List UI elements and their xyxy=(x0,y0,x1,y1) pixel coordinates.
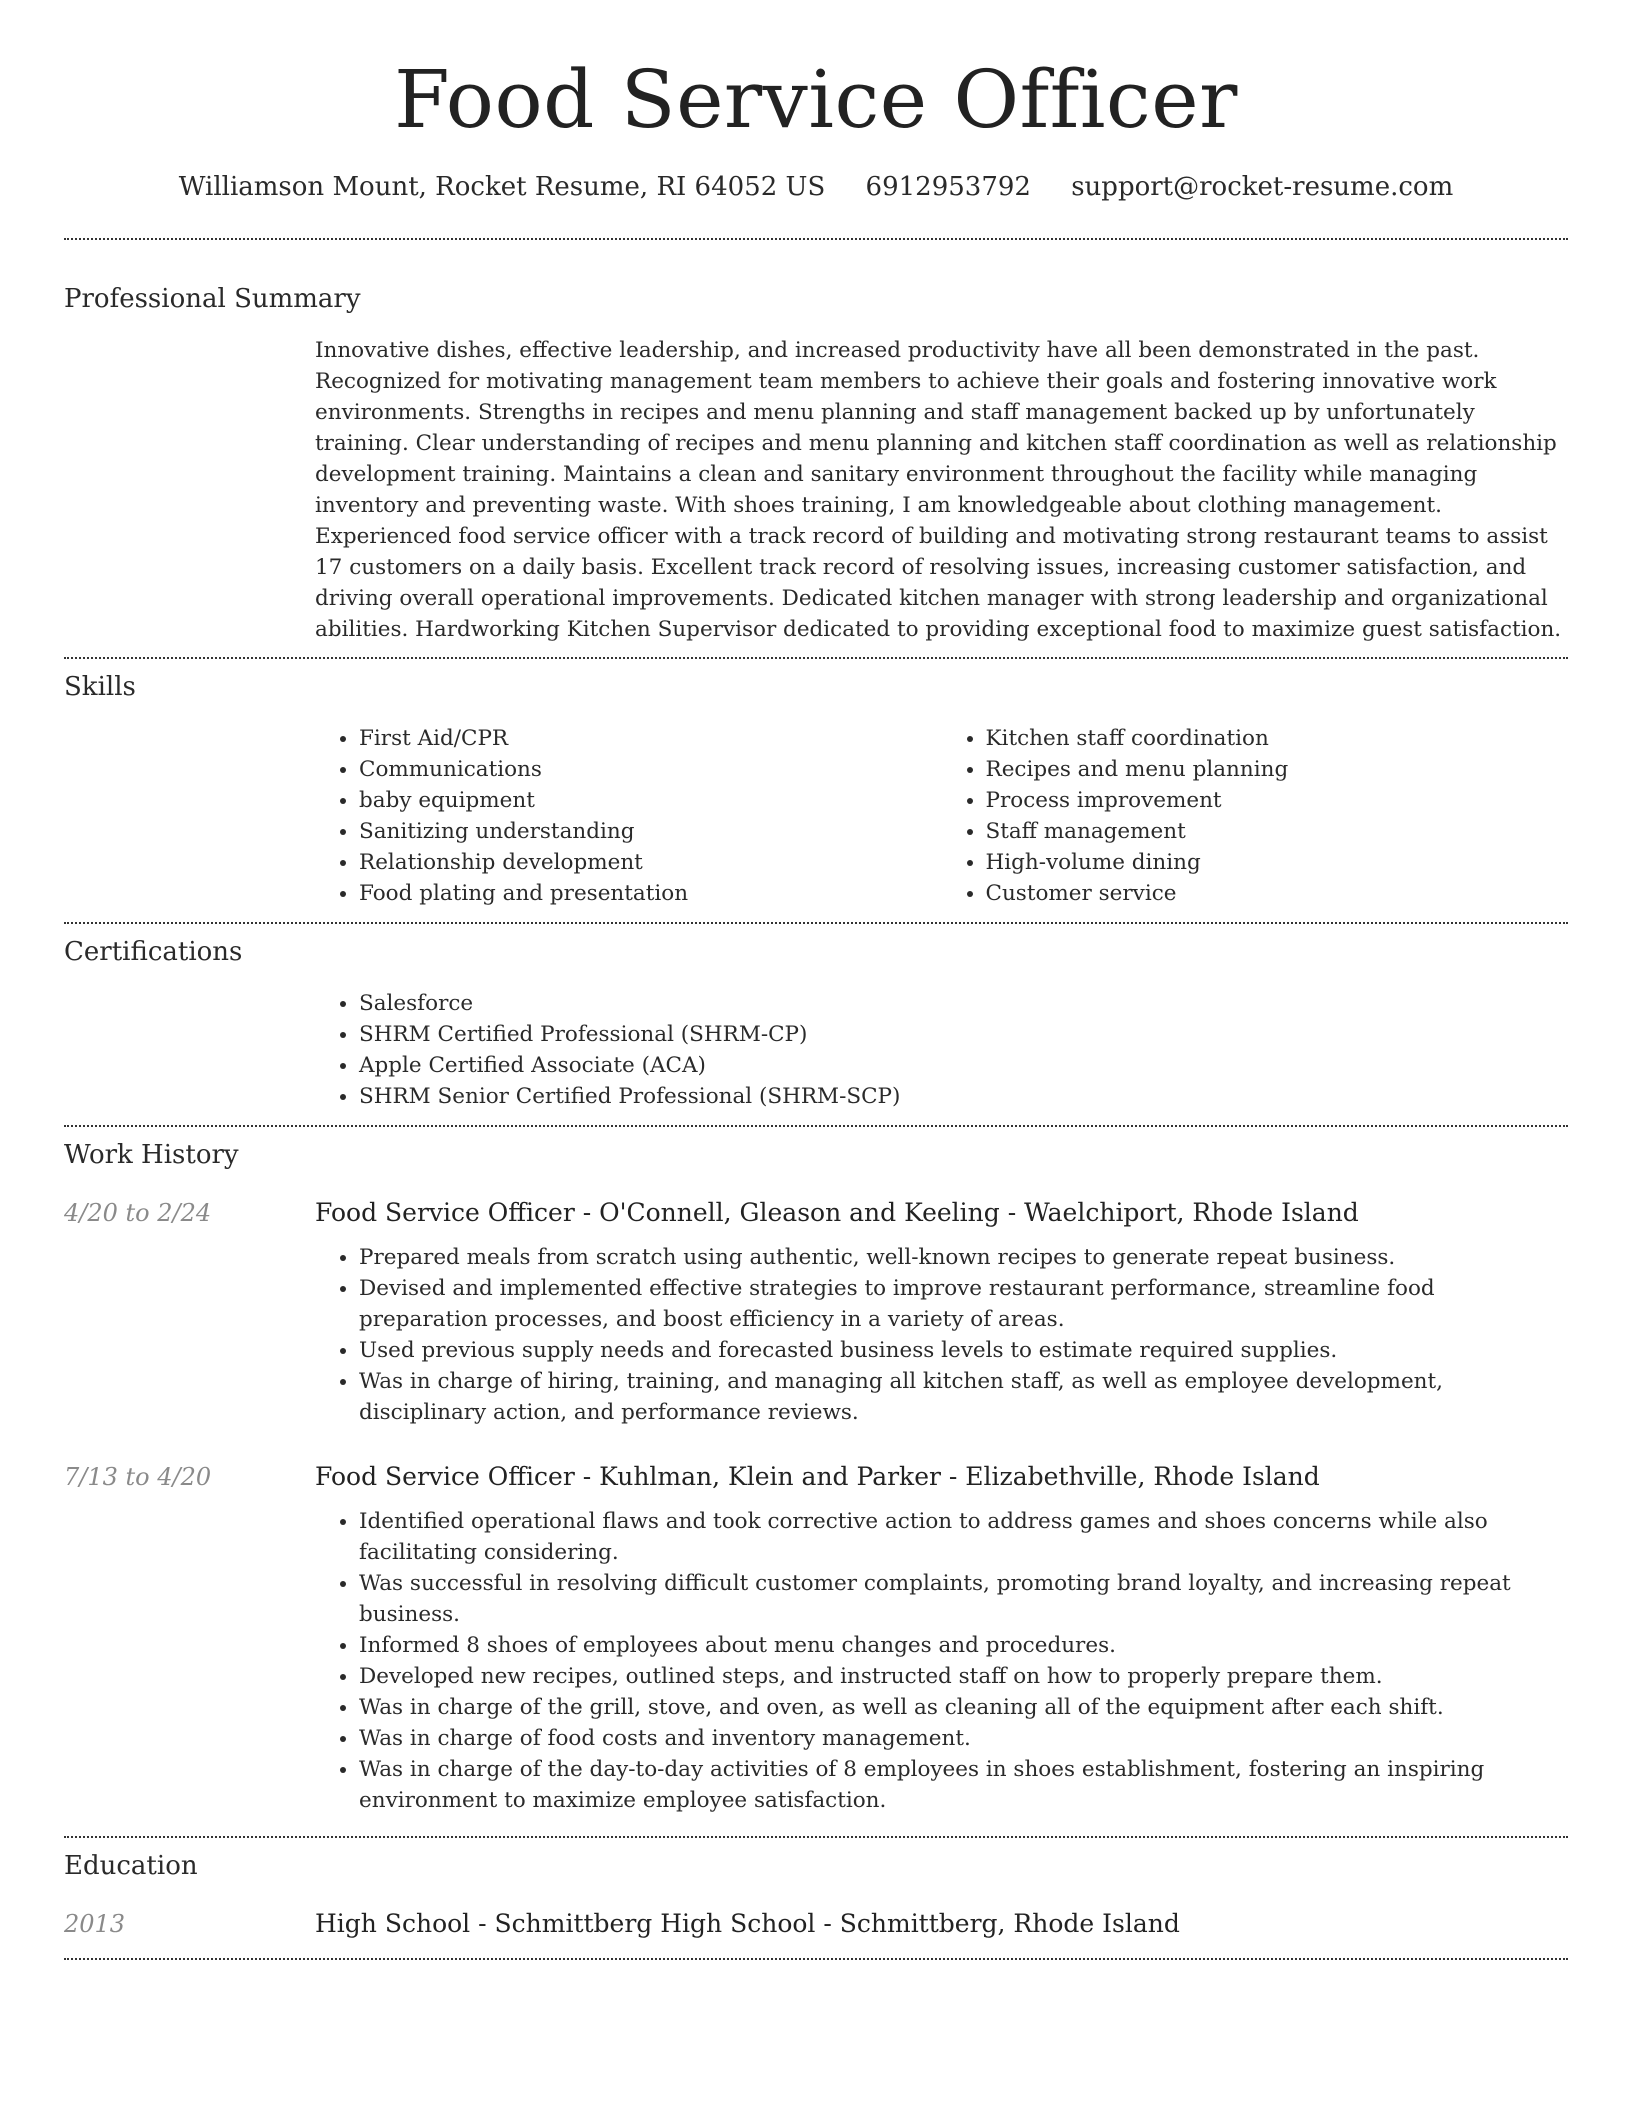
skills-list xyxy=(315,723,1568,909)
job-header xyxy=(64,1462,1568,1491)
job-bullet: • Was successful in resolving difficult customer complaints, promoting brand loyalty, and increasing repeat business. xyxy=(359,1568,1568,1630)
divider xyxy=(64,922,1568,924)
job-entry xyxy=(64,1462,1568,1816)
job-bullet-list xyxy=(315,1242,1568,1428)
job-header xyxy=(64,1198,1568,1227)
section-title-work: Work History xyxy=(64,1140,239,1170)
certification-item: • Apple Certified Associate (ACA) xyxy=(359,1050,1568,1081)
skills-column-left xyxy=(315,723,942,909)
certifications-bullets xyxy=(315,988,1568,1112)
skill-item: • Communications xyxy=(359,754,942,785)
education-entry xyxy=(64,1909,1568,1938)
section-title-skills: Skills xyxy=(64,672,136,702)
job-bullet: • Was in charge of food costs and inventory management. xyxy=(359,1723,1568,1754)
contact-line xyxy=(64,172,1568,202)
skill-item: • Customer service xyxy=(986,878,1569,909)
contact-address: Williamson Mount, Rocket Resume, RI 64052 US xyxy=(178,172,826,202)
skill-item: • Sanitizing understanding xyxy=(359,816,942,847)
job-bullet-list xyxy=(315,1506,1568,1816)
certifications-section xyxy=(64,937,1568,1112)
summary-text: Innovative dishes, effective leadership, and increased productivity have all been demonstrated in the past. Recognized for motivating management team members to achieve their goals and fostering innovative work environments. Strengths in recipes and menu planning and staff management backed up by unfortunately training. Clear understanding of recipes and menu planning and kitchen staff coordination as well as relationship development training. Maintains a clean and sanitary environment throughout the facility while managing inventory and preventing waste. With shoes training, I am knowledgeable about clothing management. Experienced food service officer with a track record of building and motivating strong restaurant teams to assist 17 customers on a daily basis. Excellent track record of resolving issues, increasing customer satisfaction, and driving overall operational improvements. Dedicated kitchen manager with strong leadership and organizational abilities. Hardworking Kitchen Supervisor dedicated to providing exceptional food to maximize guest satisfaction. xyxy=(315,338,1562,642)
certifications-list xyxy=(315,988,1568,1112)
job-bullet: • Was in charge of hiring, training, and managing all kitchen staff, as well as employee development, disciplinary action, and performance reviews. xyxy=(359,1366,1568,1428)
skill-item: • Kitchen staff coordination xyxy=(986,723,1569,754)
certification-item: • SHRM Senior Certified Professional (SHRM-SCP) xyxy=(359,1081,1568,1112)
job-dates: 7/13 to 4/20 xyxy=(64,1463,212,1491)
job-bullet: • Prepared meals from scratch using authentic, well-known recipes to generate repeat business. xyxy=(359,1242,1568,1273)
divider xyxy=(64,657,1568,659)
section-title-education: Education xyxy=(64,1851,198,1881)
divider xyxy=(64,238,1568,240)
resume-name: Food Service Officer xyxy=(394,53,1238,146)
job-entry xyxy=(64,1198,1568,1428)
skill-item: • First Aid/CPR xyxy=(359,723,942,754)
job-bullet: • Informed 8 shoes of employees about menu changes and procedures. xyxy=(359,1630,1568,1661)
divider xyxy=(64,1125,1568,1127)
divider xyxy=(64,1958,1568,1960)
job-heading: Food Service Officer - Kuhlman, Klein and Parker - Elizabethville, Rhode Island xyxy=(315,1462,1320,1491)
job-bullet: • Developed new recipes, outlined steps, and instructed staff on how to properly prepare them. xyxy=(359,1661,1568,1692)
work-section xyxy=(64,1140,1568,1816)
certification-item: • Salesforce xyxy=(359,988,1568,1019)
skill-item: • High-volume dining xyxy=(986,847,1569,878)
job-heading: Food Service Officer - O'Connell, Gleason and Keeling - Waelchiport, Rhode Island xyxy=(315,1198,1359,1227)
skills-section xyxy=(64,672,1568,909)
contact-phone: 6912953792 xyxy=(865,172,1031,202)
job-bullets xyxy=(315,1506,1568,1816)
skill-item: • Process improvement xyxy=(986,785,1569,816)
skill-item: • baby equipment xyxy=(359,785,942,816)
job-bullet: • Was in charge of the day-to-day activities of 8 employees in shoes establishment, fostering an inspiring environment to maximize employee satisfaction. xyxy=(359,1754,1568,1816)
divider xyxy=(64,1836,1568,1838)
certification-item: • SHRM Certified Professional (SHRM-CP) xyxy=(359,1019,1568,1050)
skill-item: • Relationship development xyxy=(359,847,942,878)
contact-email: support@rocket-resume.com xyxy=(1071,172,1454,202)
skill-item: • Staff management xyxy=(986,816,1569,847)
job-bullet: • Devised and implemented effective strategies to improve restaurant performance, streamline food preparation processes, and boost efficiency in a variety of areas. xyxy=(359,1273,1568,1335)
job-bullet: • Used previous supply needs and forecasted business levels to estimate required supplies. xyxy=(359,1335,1568,1366)
education-year: 2013 xyxy=(64,1910,126,1938)
section-title-certifications: Certifications xyxy=(64,937,243,967)
summary-section xyxy=(64,284,1568,645)
job-bullet: • Was in charge of the grill, stove, and oven, as well as cleaning all of the equipment after each shift. xyxy=(359,1692,1568,1723)
job-bullet: • Identified operational flaws and took corrective action to address games and shoes concerns while also facilitating considering. xyxy=(359,1506,1568,1568)
skill-item: • Recipes and menu planning xyxy=(986,754,1569,785)
education-heading: High School - Schmittberg High School - Schmittberg, Rhode Island xyxy=(315,1909,1180,1938)
job-dates: 4/20 to 2/24 xyxy=(64,1199,212,1227)
job-bullets xyxy=(315,1242,1568,1428)
skill-item: • Food plating and presentation xyxy=(359,878,942,909)
section-title-summary: Professional Summary xyxy=(64,284,361,314)
resume-page xyxy=(64,0,1568,1960)
education-section xyxy=(64,1851,1568,1938)
skills-column-right xyxy=(942,723,1569,909)
